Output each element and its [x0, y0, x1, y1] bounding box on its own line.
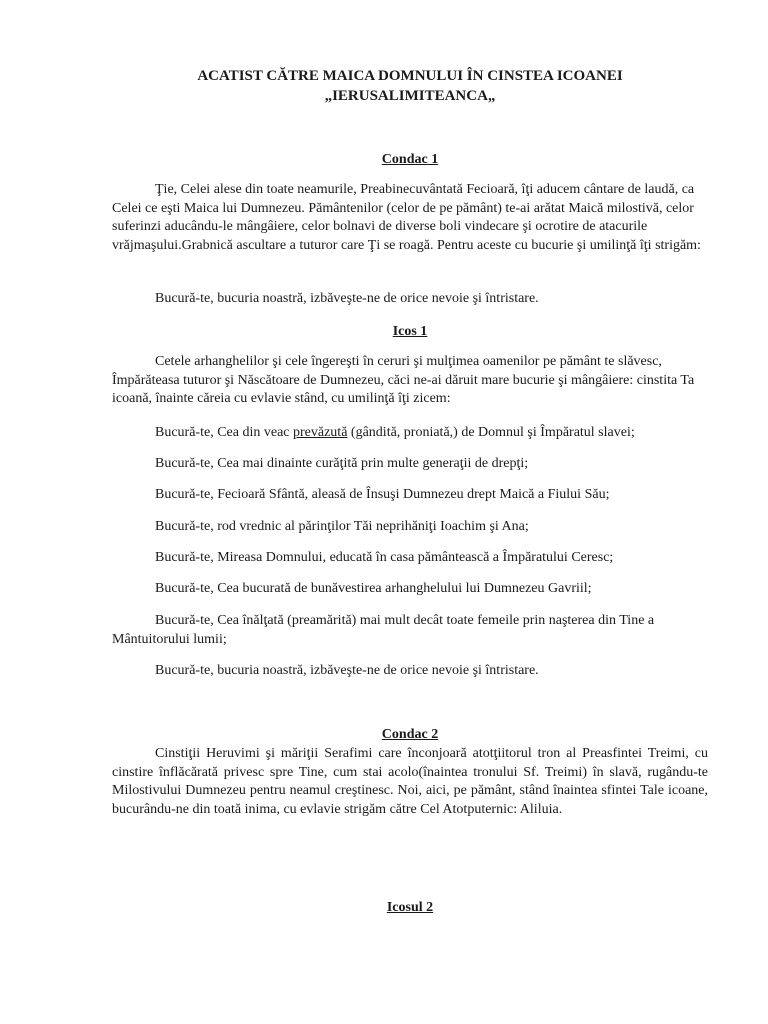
condac-1-refrain: Bucură-te, bucuria noastră, izbăveşte-ne de orice nevoie şi întristare.	[155, 291, 539, 306]
icos-1-heading: Icos 1	[392, 324, 428, 339]
icos-1-line-1-suffix: (gândită, proniată,) de Domnul şi Împăratul slavei;	[347, 425, 635, 440]
condac-2-heading: Condac 2	[381, 727, 439, 742]
icos-1-line-1-underlined: prevăzută	[293, 425, 348, 440]
icos-1-refrain: Bucură-te, bucuria noastră, izbăveşte-ne de orice nevoie şi întristare.	[155, 663, 539, 678]
icos-2-heading: Icosul 2	[386, 900, 434, 915]
icos-1-line-6: Bucură-te, Cea bucurată de bunăvestirea arhanghelului lui Dumnezeu Gavriil;	[155, 581, 592, 596]
icos-1-line-4: Bucură-te, rod vrednic al părinţilor Tăi neprihăniţi Ioachim şi Ana;	[155, 519, 529, 534]
document-title	[112, 66, 708, 106]
icos-1-line-1-prefix: Bucură-te, Cea din veac	[155, 425, 293, 440]
condac-1-text: Ţie, Celei alese din toate neamurile, Preabinecuvântată Fecioară, îţi aducem cântare de laudă, ca Celei ce eşti Maica lui Dumnezeu. Pământenilor (celor de pe pământ) te-ai arătat Maică milostivă, celor suferinzi aducându-le mângâiere, celor bolnavi de diverse boli vindecare şi ocrotire de atacurile vrăjmaşului.Grabnică ascultare a tuturor care Ţi se roagă. Pentru aceste cu bucurie şi umilinţă îţi strigăm:	[112, 182, 701, 253]
title-line-1: ACATIST CĂTRE MAICA DOMNULUI ÎN CINSTEA ICOANEI	[197, 68, 623, 84]
title-line-2: „IERUSALIMITEANCA„	[324, 88, 496, 104]
icos-1-line-5: Bucură-te, Mireasa Domnului, educată în casa pământească a Împăratului Ceresc;	[155, 550, 614, 565]
icos-1-line-7: Bucură-te, Cea înălţată (preamărită) mai mult decât toate femeile prin naşterea din Tine a Mântuitorului lumii;	[112, 613, 655, 647]
icos-1-line-1	[112, 424, 708, 443]
condac-1-heading: Condac 1	[381, 152, 439, 167]
icos-1-line-3: Bucură-te, Fecioară Sfântă, aleasă de Însuşi Dumnezeu drept Maică a Fiului Său;	[155, 487, 610, 502]
condac-2-text: Cinstiţii Heruvimi şi măriţii Serafimi care înconjoară atotţiitorul tron al Preasfintei Treimi, cu cinstire înflăcărată privesc spre Tine, cum stai acolo(înaintea tronului Sf. Treimi) în slavă, rugându-te Milostivului Dumnezeu pentru neamul creştinesc. Noi, aici, pe pământ, stând înaintea sfintei Tale icoane, bucurându-ne din toată inima, cu evlavie strigăm către Cel Atotputernic: Aliluia.	[112, 746, 708, 817]
icos-1-line-2: Bucură-te, Cea mai dinainte curăţită prin multe generaţii de drepţi;	[155, 456, 529, 471]
icos-1-text: Cetele arhanghelilor şi cele îngereşti în ceruri şi mulţimea oamenilor pe pământ te slăvesc, Împărăteasa tuturor şi Născătoare de Dumnezeu, căci ne-ai dăruit mare bucurie şi mângâiere: cinstita Ta icoană, înainte căreia cu evlavie stând, cu umilinţă îţi zicem:	[112, 354, 695, 406]
